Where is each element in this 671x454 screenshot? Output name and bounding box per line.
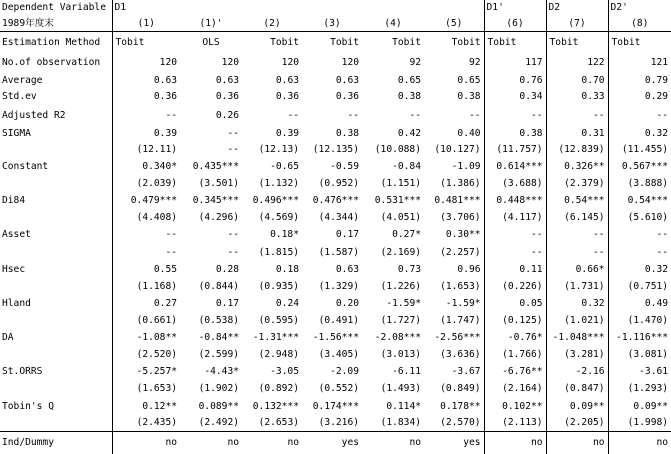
estimation-method: Tobit (546, 32, 608, 53)
table-cell: 0.20 (335, 297, 359, 309)
table-cell: (2.492) (198, 417, 239, 429)
table-cell: (1.747) (440, 315, 481, 327)
table-cell: (3.081) (608, 347, 671, 363)
table-cell: -- (546, 105, 608, 126)
row-label (0, 176, 112, 192)
table-row (0, 89, 671, 105)
table-cell: (11.455) (608, 141, 671, 157)
table-cell: 120 (281, 57, 299, 69)
row-label (0, 313, 112, 329)
table-cell: (4.344) (318, 212, 359, 224)
table-row (0, 431, 671, 454)
table-cell: (1.587) (318, 246, 359, 258)
table-cell: (2.948) (258, 349, 299, 361)
estimation-method: Tobit (608, 32, 671, 53)
table-row (0, 73, 671, 89)
table-cell: -5.257* (136, 366, 177, 378)
table-cell: -1.59* (386, 297, 421, 309)
row-label: Average (0, 73, 112, 89)
table-cell: -2.56*** (434, 332, 481, 344)
table-cell: (2.653) (258, 417, 299, 429)
table-cell: (2.570) (440, 417, 481, 429)
table-cell: 0.26 (215, 109, 239, 121)
table-cell: 0.448*** (484, 192, 546, 210)
table-cell: (3.216) (318, 417, 359, 429)
table-row (0, 363, 671, 381)
table-cell: -2.09 (330, 366, 359, 378)
table-cell: -1.31*** (252, 332, 299, 344)
table-cell: 0.24 (275, 297, 299, 309)
table-cell: 0.79 (608, 73, 671, 89)
table-cell: (1.168) (136, 280, 177, 292)
table-cell: (2.599) (198, 349, 239, 361)
table-cell: 0.34 (484, 89, 546, 105)
table-cell: 120 (221, 57, 239, 69)
table-cell: 0.132*** (252, 400, 299, 412)
row-label (0, 415, 112, 431)
group-header-d2-prime: D2' (608, 0, 671, 16)
table-cell: (2.379) (546, 176, 608, 192)
row-label: Hsec (0, 260, 112, 278)
row-label: Ind/Dummy (0, 431, 112, 454)
table-cell: 0.102** (484, 397, 546, 415)
table-cell: 0.49 (608, 294, 671, 312)
table-row (0, 192, 671, 210)
group-header-d2: D2 (546, 0, 608, 16)
column-header: (3) (302, 16, 362, 32)
table-cell: 0.496*** (252, 195, 299, 207)
row-label: Tobin's Q (0, 397, 112, 415)
table-cell: 0.12** (142, 400, 177, 412)
table-cell: 0.38 (484, 125, 546, 141)
table-cell: 0.30** (445, 229, 481, 241)
table-cell: 0.18* (270, 229, 299, 241)
table-cell: -- (227, 127, 239, 139)
table-row (0, 210, 671, 226)
table-cell: -1.048*** (546, 329, 608, 347)
table-cell: no (608, 431, 671, 454)
row-label: Di84 (0, 192, 112, 210)
table-cell: (0.935) (258, 280, 299, 292)
table-cell: (0.751) (608, 278, 671, 294)
table-cell: -1.59* (445, 297, 481, 309)
table-cell: 0.32 (608, 125, 671, 141)
table-cell: -3.61 (608, 363, 671, 381)
table-row (0, 260, 671, 278)
table-cell: (3.706) (440, 212, 481, 224)
table-cell: (3.013) (380, 349, 421, 361)
table-cell: (0.849) (440, 383, 481, 395)
table-cell: 92 (468, 57, 481, 69)
table-row (0, 397, 671, 415)
table-row (0, 244, 671, 260)
table-cell: (4.569) (258, 212, 299, 224)
table-cell: yes (302, 431, 362, 454)
table-cell: 0.614*** (484, 157, 546, 175)
table-cell: (0.538) (198, 315, 239, 327)
table-cell: (1.653) (440, 280, 481, 292)
table-row (0, 329, 671, 347)
table-cell: 0.36 (335, 91, 359, 103)
table-cell: -0.84** (198, 332, 239, 344)
table-cell: (4.117) (484, 210, 546, 226)
table-cell: yes (424, 431, 484, 454)
table-cell: (3.405) (318, 349, 359, 361)
table-cell: -- (484, 105, 546, 126)
table-cell: (10.088) (374, 143, 421, 155)
table-cell: (11.757) (484, 141, 546, 157)
table-cell: (1.493) (380, 383, 421, 395)
column-header: (6) (484, 16, 546, 32)
table-cell: 0.39 (275, 127, 299, 139)
table-cell: 0.63 (275, 75, 299, 87)
table-cell: 0.29 (608, 89, 671, 105)
row-label: DA (0, 329, 112, 347)
table-cell: 0.32 (546, 294, 608, 312)
table-cell: (2.520) (136, 349, 177, 361)
table-cell: (12.839) (546, 141, 608, 157)
table-cell: -- (347, 109, 359, 121)
table-cell: -0.59 (330, 161, 359, 173)
table-cell: (0.226) (484, 278, 546, 294)
table-cell: 0.73 (397, 263, 421, 275)
table-cell: -3.67 (451, 366, 481, 378)
table-cell: -6.76** (484, 363, 546, 381)
table-cell: 0.70 (546, 73, 608, 89)
table-cell: (0.595) (258, 315, 299, 327)
table-cell: -- (165, 229, 177, 241)
table-cell: no (180, 431, 242, 454)
table-cell: (2.039) (136, 178, 177, 190)
table-cell: (1.386) (440, 178, 481, 190)
table-cell: (6.145) (546, 210, 608, 226)
row-label (0, 141, 112, 157)
estimation-method: Tobit (484, 32, 546, 53)
table-cell: -2.08*** (374, 332, 421, 344)
table-cell: -6.11 (392, 366, 421, 378)
table-cell: (1.132) (258, 178, 299, 190)
table-cell: (2.257) (440, 246, 481, 258)
table-cell: (2.164) (484, 381, 546, 397)
table-cell: -1.08** (136, 332, 177, 344)
table-cell: 0.479*** (130, 195, 177, 207)
table-row (0, 141, 671, 157)
table-cell: no (242, 431, 302, 454)
table-cell: 0.38 (335, 127, 359, 139)
group-header-d1-prime: D1' (484, 0, 546, 16)
table-row (0, 157, 671, 175)
table-cell: (3.501) (198, 178, 239, 190)
table-cell: 0.114* (386, 400, 421, 412)
table-cell: (4.408) (136, 212, 177, 224)
table-cell: -- (227, 143, 239, 155)
table-cell: (0.661) (136, 315, 177, 327)
table-cell: (12.135) (312, 143, 359, 155)
row-label (0, 244, 112, 260)
table-cell: (0.952) (318, 178, 359, 190)
table-cell: 0.345*** (192, 195, 239, 207)
table-cell: 0.38 (397, 91, 421, 103)
table-cell: -- (227, 229, 239, 241)
table-cell: 0.63 (335, 263, 359, 275)
table-cell: 0.33 (546, 89, 608, 105)
table-cell: -4.43* (204, 366, 239, 378)
table-cell: (1.226) (380, 280, 421, 292)
table-cell: (3.688) (484, 176, 546, 192)
table-cell: -2.16 (546, 363, 608, 381)
table-cell: (4.296) (198, 212, 239, 224)
table-cell: 0.17 (215, 297, 239, 309)
table-cell: 0.09** (608, 397, 671, 415)
row-label (0, 381, 112, 397)
table-cell: -- (287, 109, 299, 121)
table-row (0, 125, 671, 141)
table-cell: -- (227, 246, 239, 258)
table-cell: 117 (484, 52, 546, 73)
table-cell: 0.32 (608, 260, 671, 278)
table-cell: 0.65 (457, 75, 481, 87)
row-label: St.ORRS (0, 363, 112, 381)
row-label: Constant (0, 157, 112, 175)
table-cell: (2.205) (546, 415, 608, 431)
table-cell: 0.27* (392, 229, 421, 241)
row-label: No.of observation (0, 52, 112, 73)
table-cell: 0.567*** (608, 157, 671, 175)
table-cell: (0.125) (484, 313, 546, 329)
table-row (0, 347, 671, 363)
table-cell: -- (484, 226, 546, 244)
table-cell: -0.65 (270, 161, 299, 173)
table-cell: 0.39 (153, 127, 177, 139)
row-label (0, 347, 112, 363)
estimation-method: Tobit (330, 36, 359, 48)
column-header: (8) (608, 16, 671, 32)
table-cell: 0.63 (215, 75, 239, 87)
estimation-method: Tobit (270, 36, 299, 48)
table-cell: 0.31 (546, 125, 608, 141)
table-cell: 0.09** (546, 397, 608, 415)
column-header: (7) (546, 16, 608, 32)
estimation-method: Tobit (451, 36, 481, 48)
table-cell: -- (409, 109, 421, 121)
table-cell: 0.476*** (312, 195, 359, 207)
table-row (0, 105, 671, 126)
table-cell: 0.481*** (434, 195, 481, 207)
table-row (0, 176, 671, 192)
row-label: SIGMA (0, 125, 112, 141)
table-cell: (3.636) (440, 349, 481, 361)
table-cell: 92 (409, 57, 421, 69)
table-cell: (1.293) (608, 381, 671, 397)
table-cell: (4.051) (380, 212, 421, 224)
row-label: Adjusted R2 (0, 105, 112, 126)
table-cell: (0.844) (198, 280, 239, 292)
table-cell: 0.76 (484, 73, 546, 89)
year-label: 1989年度末 (0, 16, 112, 32)
table-cell: (5.610) (608, 210, 671, 226)
table-cell: 0.17 (335, 229, 359, 241)
table-cell: 0.340* (142, 161, 177, 173)
table-cell: (0.892) (258, 383, 299, 395)
table-cell: -- (608, 244, 671, 260)
table-cell: 0.089** (198, 400, 239, 412)
table-cell: no (484, 431, 546, 454)
table-cell: 0.05 (484, 294, 546, 312)
table-cell: (2.435) (136, 417, 177, 429)
table-cell: -- (546, 244, 608, 260)
table-cell: 0.65 (397, 75, 421, 87)
table-cell: (1.021) (546, 313, 608, 329)
table-cell: 0.54*** (608, 192, 671, 210)
column-header: (2) (242, 16, 302, 32)
row-label: Asset (0, 226, 112, 244)
table-cell: (1.815) (258, 246, 299, 258)
table-cell: 0.11 (484, 260, 546, 278)
table-row (0, 313, 671, 329)
table-cell: 0.36 (153, 91, 177, 103)
table-cell: 122 (546, 52, 608, 73)
table-cell: -1.56*** (312, 332, 359, 344)
table-cell: -- (165, 109, 177, 121)
table-cell: 0.96 (457, 263, 481, 275)
table-row (0, 226, 671, 244)
column-header: (1)' (180, 16, 242, 32)
table-cell: (1.834) (380, 417, 421, 429)
table-cell: no (362, 431, 424, 454)
table-cell: -- (608, 226, 671, 244)
table-cell: (1.731) (546, 278, 608, 294)
table-cell: 0.40 (457, 127, 481, 139)
table-cell: -1.09 (451, 161, 481, 173)
table-cell: 0.63 (153, 75, 177, 87)
table-cell: (2.169) (380, 246, 421, 258)
row-label: Std.ev (0, 89, 112, 105)
table-cell: (1.902) (198, 383, 239, 395)
table-cell: (10.127) (434, 143, 481, 155)
row-label: Hland (0, 294, 112, 312)
table-cell: (1.998) (608, 415, 671, 431)
table-cell: (0.491) (318, 315, 359, 327)
table-cell: 0.18 (275, 263, 299, 275)
table-cell: 0.27 (153, 297, 177, 309)
table-cell: (3.281) (546, 347, 608, 363)
table-row (0, 52, 671, 73)
row-label (0, 210, 112, 226)
table-cell: 0.36 (215, 91, 239, 103)
table-cell: 0.54*** (546, 192, 608, 210)
table-cell: 0.63 (335, 75, 359, 87)
estimation-method: OLS (202, 36, 220, 48)
table-cell: (0.552) (318, 383, 359, 395)
table-cell: no (112, 431, 180, 454)
table-row (0, 294, 671, 312)
table-row (0, 415, 671, 431)
table-cell: (1.727) (380, 315, 421, 327)
table-cell: -- (546, 226, 608, 244)
table-cell: (12.13) (258, 143, 299, 155)
table-cell: 0.36 (275, 91, 299, 103)
table-cell: 121 (608, 52, 671, 73)
table-cell: -0.84 (392, 161, 421, 173)
table-cell: 0.38 (457, 91, 481, 103)
table-row (0, 278, 671, 294)
table-cell: -- (608, 105, 671, 126)
table-cell: (3.888) (608, 176, 671, 192)
table-cell: -- (165, 246, 177, 258)
table-cell: 0.326** (546, 157, 608, 175)
table-cell: (2.113) (484, 415, 546, 431)
table-cell: (1.653) (136, 383, 177, 395)
table-cell: (12.11) (136, 143, 177, 155)
table-cell: -- (468, 109, 481, 121)
table-cell: -0.76* (484, 329, 546, 347)
dependent-variable-label: Dependent Variable (0, 0, 112, 16)
column-header: (4) (362, 16, 424, 32)
table-cell: 120 (159, 57, 177, 69)
table-cell: (1.329) (318, 280, 359, 292)
table-cell: 0.42 (397, 127, 421, 139)
table-cell: -- (484, 244, 546, 260)
estimation-method-label: Estimation Method (0, 32, 112, 53)
column-header: (1) (112, 16, 180, 32)
group-header-d1: D1 (114, 2, 127, 14)
table-row (0, 381, 671, 397)
table-cell: (1.151) (380, 178, 421, 190)
table-cell: 0.178** (440, 400, 481, 412)
table-cell: (1.470) (608, 313, 671, 329)
row-label (0, 278, 112, 294)
table-cell: 0.435*** (192, 161, 239, 173)
table-cell: (1.766) (484, 347, 546, 363)
table-cell: 0.174*** (312, 400, 359, 412)
estimation-method: Tobit (115, 36, 145, 48)
table-cell: (0.847) (546, 381, 608, 397)
table-cell: 0.66* (546, 260, 608, 278)
table-cell: 0.531*** (374, 195, 421, 207)
column-header: (5) (424, 16, 484, 32)
table-cell: no (546, 431, 608, 454)
table-cell: 120 (341, 57, 359, 69)
table-cell: 0.28 (215, 263, 239, 275)
table-cell: -1.116*** (608, 329, 671, 347)
estimation-method: Tobit (392, 36, 421, 48)
table-cell: 0.55 (153, 263, 177, 275)
table-cell: -3.05 (270, 366, 299, 378)
